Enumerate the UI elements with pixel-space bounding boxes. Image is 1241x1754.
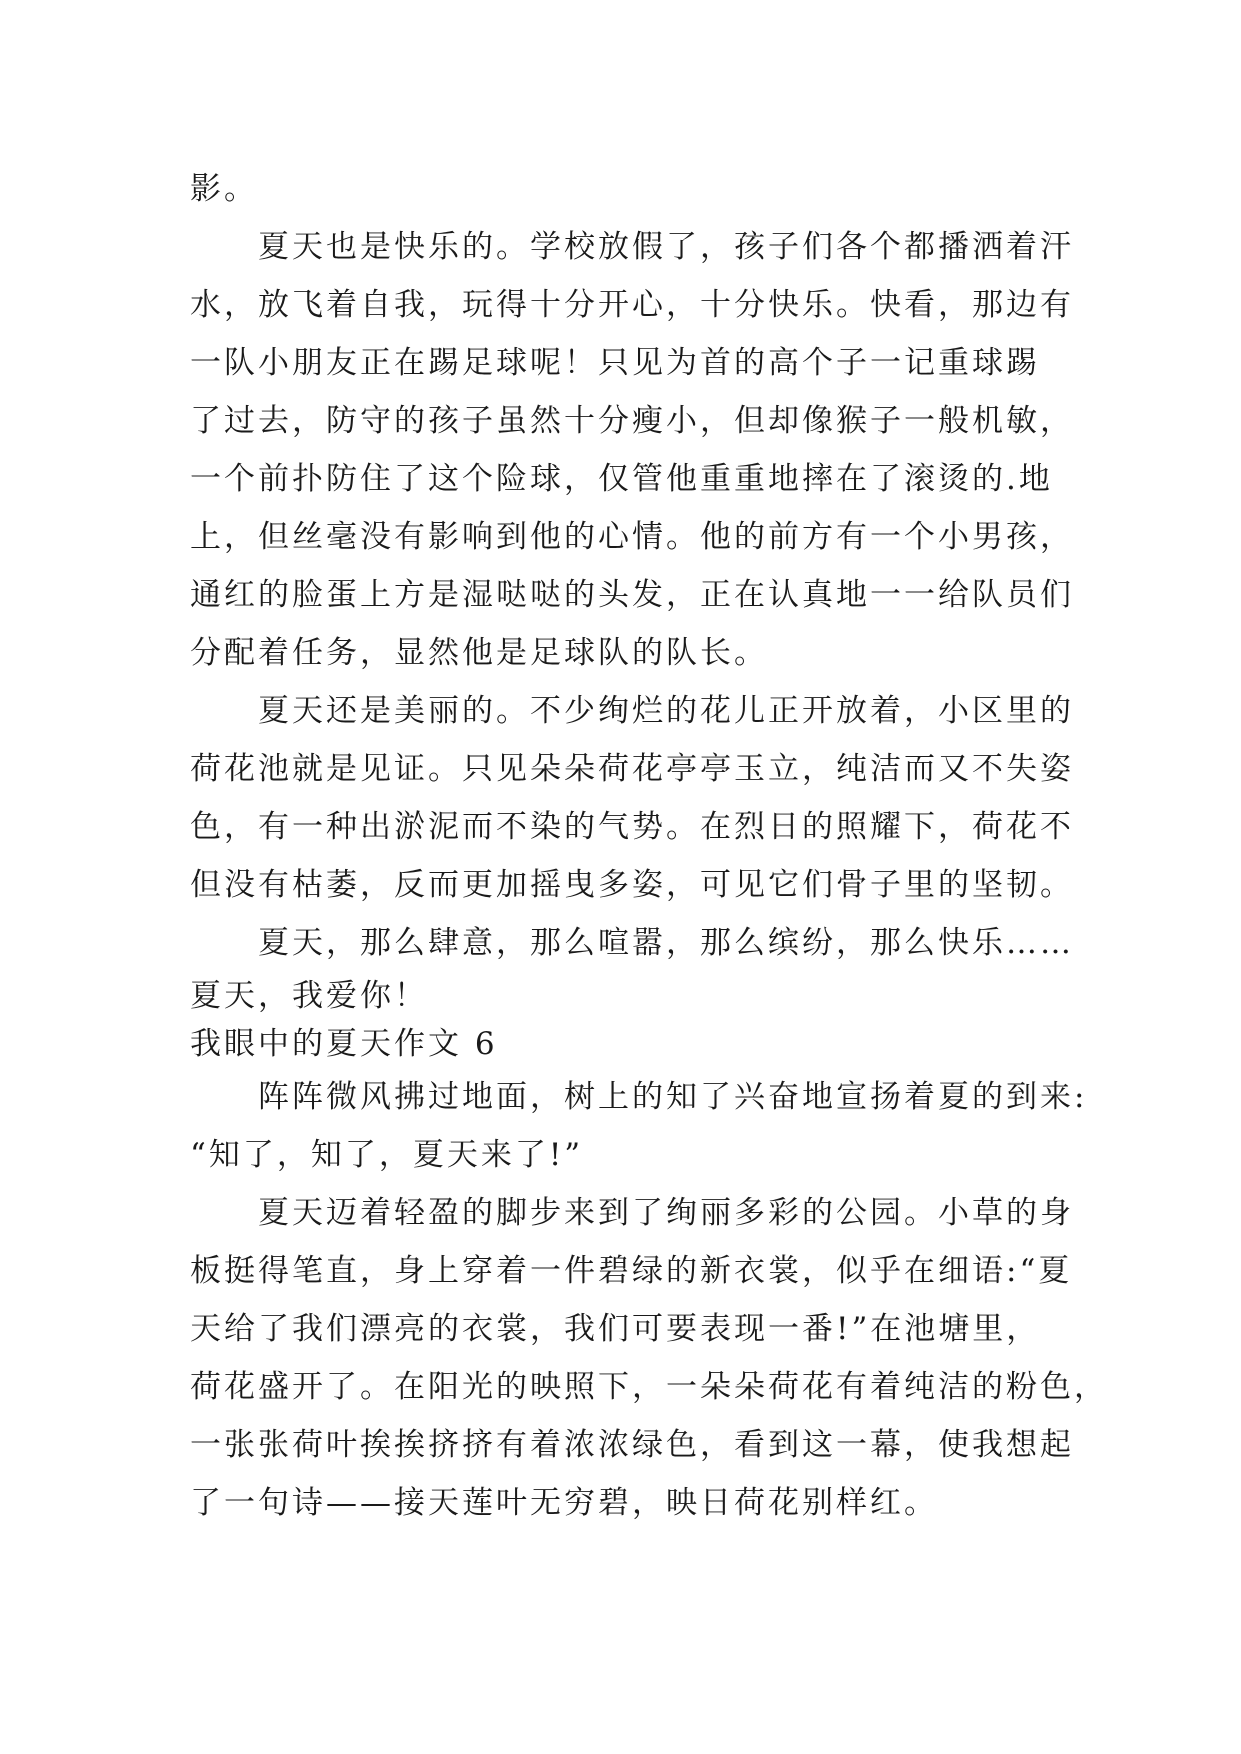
text-line: 影。 — [190, 171, 258, 207]
text-line: 了过去，防守的孩子虽然十分瘦小，但却像猴子一般机敏， — [190, 403, 1074, 439]
text-line: 荷花池就是见证。只见朵朵荷花亭亭玉立，纯洁而又不失姿 — [190, 751, 1074, 787]
paragraph-start-line: 夏天还是美丽的。不少绚烂的花儿正开放着，小区里的 — [258, 693, 1074, 729]
text-line: 通红的脸蛋上方是湿哒哒的头发，正在认真地一一给队员们 — [190, 577, 1074, 613]
text-line: 上，但丝毫没有影响到他的心情。他的前方有一个小男孩， — [190, 519, 1074, 555]
text-line: 一张张荷叶挨挨挤挤有着浓浓绿色，看到这一幕，使我想起 — [190, 1427, 1074, 1463]
paragraph-start-line: 夏天，那么肆意，那么喧嚣，那么缤纷，那么快乐…… — [258, 925, 1074, 961]
text-line: 一个前扑防住了这个险球，仅管他重重地摔在了滚烫的.地 — [190, 461, 1053, 497]
text-line: 水，放飞着自我，玩得十分开心，十分快乐。快看，那边有 — [190, 287, 1074, 323]
text-line: 一队小朋友正在踢足球呢！只见为首的高个子一记重球踢 — [190, 345, 1040, 381]
text-line: 了一句诗——接天莲叶无穷碧，映日荷花别样红。 — [190, 1485, 938, 1521]
paragraph-start-line: 夏天也是快乐的。学校放假了，孩子们各个都播洒着汗 — [258, 229, 1074, 265]
text-line: “知了，知了，夏天来了!” — [190, 1137, 584, 1173]
document-body — [190, 160, 1108, 1532]
text-line: 分配着任务，显然他是足球队的队长。 — [190, 635, 768, 671]
text-line: 夏天，我爱你！ — [190, 978, 428, 1014]
text-line: 色，有一种出淤泥而不染的气势。在烈日的照耀下，荷花不 — [190, 809, 1074, 845]
text-line: 天给了我们漂亮的衣裳，我们可要表现一番!”在池塘里， — [190, 1311, 1041, 1347]
text-line: 荷花盛开了。在阳光的映照下，一朵朵荷花有着纯洁的粉色， — [190, 1369, 1108, 1405]
paragraph-start-line: 夏天迈着轻盈的脚步来到了绚丽多彩的公园。小草的身 — [258, 1195, 1074, 1231]
section-heading: 我眼中的夏天作文 6 — [190, 1026, 498, 1062]
text-line: 但没有枯萎，反而更加摇曳多姿，可见它们骨子里的坚韧。 — [190, 867, 1074, 903]
paragraph-start-line: 阵阵微风拂过地面，树上的知了兴奋地宣扬着夏的到来: — [258, 1079, 1088, 1115]
text-line: 板挺得笔直，身上穿着一件碧绿的新衣裳，似乎在细语:“夏 — [190, 1253, 1073, 1289]
